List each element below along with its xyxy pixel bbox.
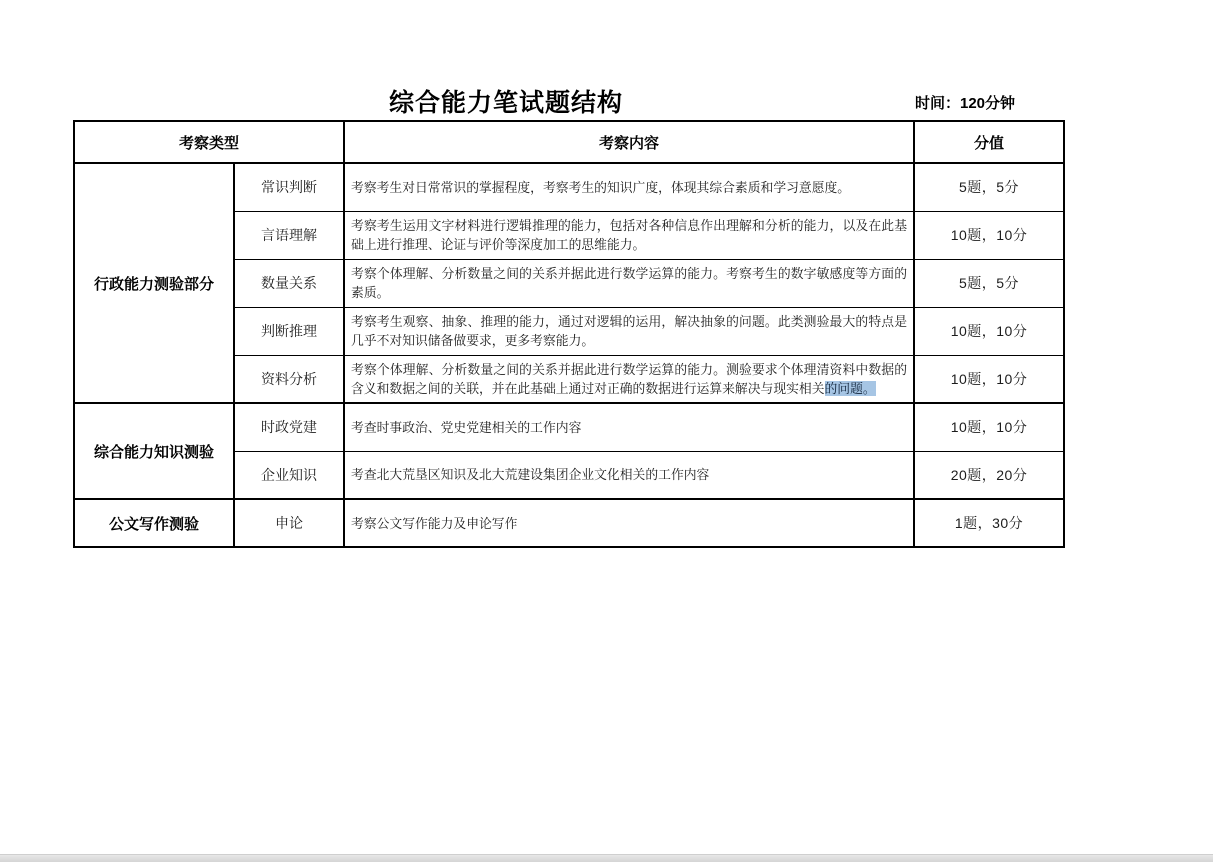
type-cell[interactable]: 判断推理: [234, 307, 344, 355]
content-text[interactable]: 考察个体理解、分析数量之间的关系并据此进行数学运算的能力。测验要求个体理清资料中数据的含义和数据之间的关联，并在此基础上通过对正确的数据进行运算来解决与现实相关: [351, 361, 908, 396]
header-score[interactable]: 分值: [914, 121, 1064, 163]
type-cell[interactable]: 时政党建: [234, 403, 344, 451]
score-cell[interactable]: 5题，5分: [914, 163, 1064, 211]
type-cell[interactable]: 数量关系: [234, 259, 344, 307]
score-cell[interactable]: 20题，20分: [914, 451, 1064, 499]
score-cell[interactable]: 10题，10分: [914, 211, 1064, 259]
exam-structure-table: [73, 120, 1065, 548]
content-cell[interactable]: 考查北大荒垦区知识及北大荒建设集团企业文化相关的工作内容: [344, 451, 914, 499]
type-cell[interactable]: 常识判断: [234, 163, 344, 211]
score-cell[interactable]: 1题，30分: [914, 499, 1064, 547]
score-cell[interactable]: 10题，10分: [914, 403, 1064, 451]
selection-highlight[interactable]: 的问题。: [824, 380, 876, 396]
content-cell[interactable]: 考察个体理解、分析数量之间的关系并据此进行数学运算的能力。考察考生的数字敏感度等方面的素质。: [344, 259, 914, 307]
content-cell[interactable]: 考察考生对日常常识的掌握程度，考察考生的知识广度，体现其综合素质和学习意愿度。: [344, 163, 914, 211]
score-cell[interactable]: 10题，10分: [914, 307, 1064, 355]
content-cell[interactable]: 考察公文写作能力及申论写作: [344, 499, 914, 547]
content-cell[interactable]: 考查时事政治、党史党建相关的工作内容: [344, 403, 914, 451]
score-cell[interactable]: 5题，5分: [914, 259, 1064, 307]
group-cell-comprehensive-knowledge[interactable]: 综合能力知识测验: [74, 403, 234, 499]
type-cell[interactable]: 言语理解: [234, 211, 344, 259]
header-exam-content[interactable]: 考察内容: [344, 121, 914, 163]
group-cell-document-writing[interactable]: 公文写作测验: [74, 499, 234, 547]
time-label[interactable]: 时间：120分钟: [915, 95, 1016, 112]
content-cell[interactable]: 考察考生观察、抽象、推理的能力，通过对逻辑的运用，解决抽象的问题。此类测验最大的特点是几乎不对知识储备做要求，更多考察能力。: [344, 307, 914, 355]
type-cell[interactable]: 企业知识: [234, 451, 344, 499]
type-cell[interactable]: 申论: [234, 499, 344, 547]
type-cell[interactable]: 资料分析: [234, 355, 344, 403]
table-header-row: [74, 121, 1064, 163]
content-cell[interactable]: [344, 355, 914, 403]
score-cell[interactable]: 10题，10分: [914, 355, 1064, 403]
table-row: [74, 403, 1064, 451]
table-row: [74, 499, 1064, 547]
table-row: [74, 163, 1064, 211]
group-cell-administrative-ability[interactable]: 行政能力测验部分: [74, 163, 234, 403]
page-title[interactable]: 综合能力笔试题结构: [389, 89, 624, 117]
content-cell[interactable]: 考察考生运用文字材料进行逻辑推理的能力，包括对各种信息作出理解和分析的能力，以及在此基础上进行推理、论证与评价等深度加工的思维能力。: [344, 211, 914, 259]
horizontal-scrollbar[interactable]: [0, 854, 1213, 862]
header-exam-type[interactable]: 考察类型: [74, 121, 344, 163]
